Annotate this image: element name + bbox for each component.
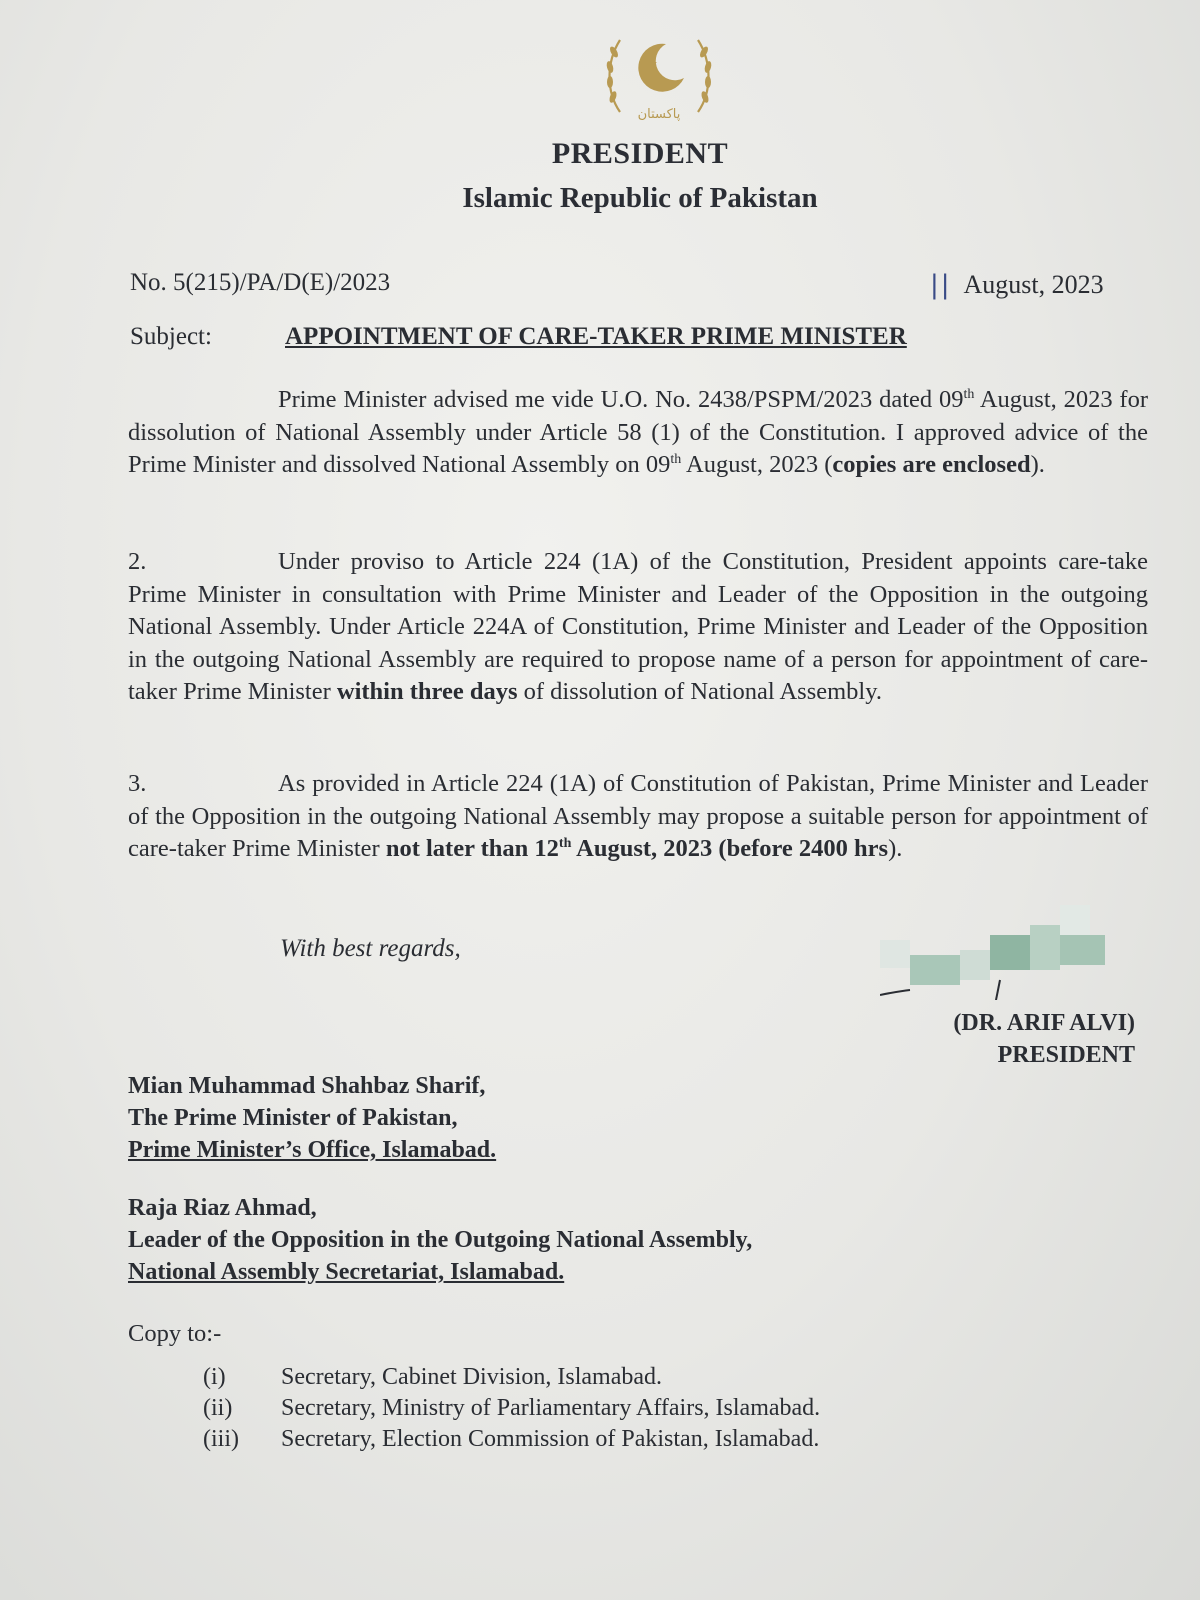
- copy-to-item: [203, 1362, 662, 1393]
- p1-sup-1: th: [963, 386, 975, 402]
- paragraph-3: [128, 768, 1148, 866]
- p3-bold-1: not later than 12: [385, 835, 559, 862]
- copy-to-item-text: Secretary, Ministry of Parliamentary Affairs, Islamabad.: [281, 1395, 821, 1421]
- signatory-block: [900, 1007, 1135, 1071]
- copy-to-item-text: Secretary, Election Commission of Pakistan, Islamabad.: [281, 1426, 820, 1452]
- p2-text-b: of dissolution of National Assembly.: [517, 678, 883, 705]
- p3-number: 3.: [128, 770, 147, 797]
- emblem-caption: پاکستان: [637, 107, 681, 122]
- copy-to-item: [203, 1393, 820, 1424]
- addressee-2-name: Raja Riaz Ahmad,: [128, 1195, 317, 1221]
- copy-to-item-number: (iii): [203, 1426, 239, 1452]
- p3-text-a: As provided in Article 224 (1A) of Constitution of Pakistan, Prime Minister and Leader of the Opposition in the outgoing National Assembly may propose a suitable person for appointment of care-taker Prime Minister: [128, 770, 1148, 862]
- p2-bold: within three days: [336, 678, 518, 705]
- copy-to-item-number: (i): [203, 1364, 226, 1390]
- date-handwritten-day: ||: [930, 270, 952, 300]
- subject-line: APPOINTMENT OF CARE-TAKER PRIME MINISTER: [285, 323, 907, 350]
- signature-redacted-icon: [880, 905, 1130, 1000]
- signatory-title: PRESIDENT: [997, 1042, 1135, 1068]
- p1-sup-2: th: [670, 451, 682, 467]
- copy-to-item: [203, 1424, 819, 1455]
- p3-bold-2: August, 2023 (before 2400 hrs: [571, 835, 889, 862]
- addressee-2-designation: Leader of the Opposition in the Outgoing National Assembly,: [128, 1227, 753, 1253]
- addressee-2: [128, 1192, 752, 1288]
- reference-number: No. 5(215)/PA/D(E)/2023: [130, 269, 391, 296]
- p1-text-d: ).: [1030, 451, 1045, 478]
- header-title: PRESIDENT: [551, 137, 729, 170]
- addressee-2-office: National Assembly Secretariat, Islamabad.: [128, 1259, 565, 1285]
- p1-text-c: August, 2023 (: [681, 451, 833, 478]
- p3-sup: th: [558, 835, 572, 851]
- copy-to-label: Copy to:-: [128, 1320, 222, 1347]
- state-emblem-icon: [600, 22, 718, 130]
- addressee-1-office: Prime Minister’s Office, Islamabad.: [128, 1137, 497, 1163]
- addressee-1-designation: The Prime Minister of Pakistan,: [128, 1105, 458, 1131]
- p2-number: 2.: [128, 548, 147, 575]
- subject-label: Subject:: [130, 323, 212, 350]
- copy-to-item-text: Secretary, Cabinet Division, Islamabad.: [281, 1364, 662, 1390]
- p1-bold: copies are enclosed: [832, 451, 1031, 478]
- addressee-1: [128, 1070, 496, 1166]
- p3-text-b: ).: [888, 835, 903, 862]
- signatory-name: (DR. ARIF ALVI): [953, 1010, 1135, 1036]
- letter-date: [930, 270, 1104, 300]
- p1-text-a: Prime Minister advised me vide U.O. No. 2438/PSPM/2023 dated 09: [278, 386, 964, 413]
- p1-text-b: August, 2023 for dissolution of National Assembly under Article 58 (1) of the Constitution. I approved advice of the Prime Minister and dissolved National Assembly on 09: [128, 386, 1148, 478]
- copy-to-item-number: (ii): [203, 1395, 233, 1421]
- p2-text-a: Under proviso to Article 224 (1A) of the Constitution, President appoints care-take Prime Minister in consultation with Prime Minister and Leader of the Opposition in the outgoing National Assembly. Under Article 224A of Constitution, Prime Minister and Leader of the Opposition in the outgoing National Assembly are required to propose name of a person for appointment of care-taker Prime Minister: [128, 548, 1148, 705]
- date-text: August, 2023: [963, 270, 1104, 299]
- header-subtitle: Islamic Republic of Pakistan: [462, 182, 818, 214]
- paragraph-2: [128, 546, 1148, 709]
- paragraph-1: [128, 384, 1148, 482]
- addressee-1-name: Mian Muhammad Shahbaz Sharif,: [128, 1073, 486, 1099]
- closing-regards: With best regards,: [280, 935, 461, 962]
